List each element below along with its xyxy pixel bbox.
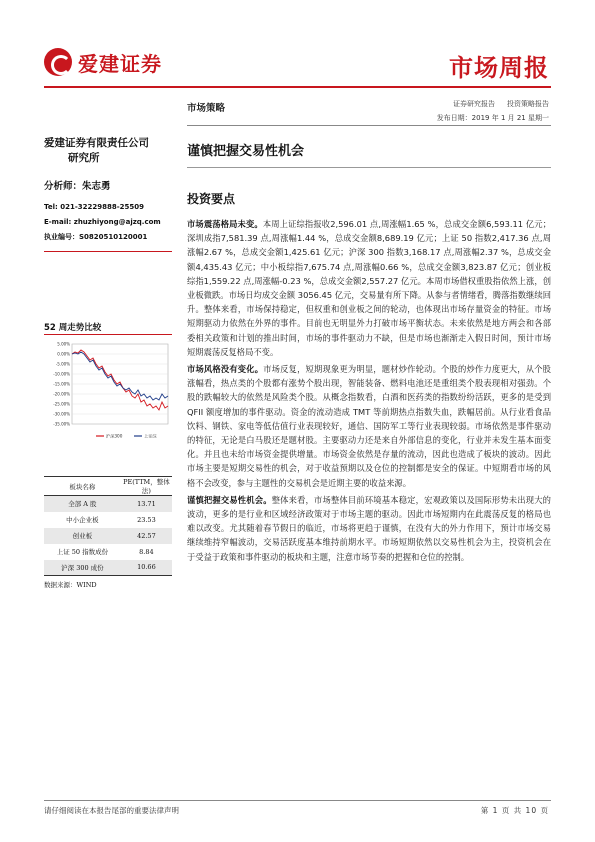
header-divider xyxy=(44,86,551,88)
brand-name: 爱建证券 xyxy=(78,51,162,76)
paragraph-1 xyxy=(187,217,551,359)
brand-logo xyxy=(44,44,194,80)
brand-logo-icon xyxy=(44,48,72,76)
table-source: 数据来源：WIND xyxy=(44,581,97,589)
row-name: 沪深 300 成份 xyxy=(44,560,121,576)
sub-title: 投资要点 xyxy=(187,192,236,206)
table-header-name: 板块名称 xyxy=(44,477,121,496)
legend-label: 上证综 xyxy=(144,433,157,439)
row-pe: 10.66 xyxy=(121,560,172,576)
row-name: 全部 A 股 xyxy=(44,496,121,512)
footer-divider xyxy=(44,800,551,801)
analyst-email: E-mail: zhuzhiyong@ajzq.com xyxy=(44,218,161,226)
pe-table xyxy=(44,476,172,576)
paragraph-2-lead: 市场风格没有变化。 xyxy=(187,364,264,375)
report-meta xyxy=(437,97,549,125)
release-date: 发布日期：2019 年 1 月 21 星期一 xyxy=(436,114,549,122)
sidebar-divider xyxy=(44,251,172,252)
table-row xyxy=(44,496,172,512)
y-tick-label: -20.00% xyxy=(53,391,70,397)
row-name: 中小企业板 xyxy=(66,516,99,524)
y-tick-label: 5.00% xyxy=(57,341,70,347)
pe-table-section xyxy=(44,476,172,589)
paragraph-1-lead: 市场震荡格局未变。 xyxy=(187,219,263,229)
row-pe: 13.71 xyxy=(121,496,172,512)
analyst-license: 执业编号：S0820510120001 xyxy=(44,233,148,241)
department: 研究所 xyxy=(68,152,100,164)
legend-label: 沪深300 xyxy=(106,433,123,439)
paragraph-1-body: 本周上证综指报收2,596.01 点,周涨幅1.65 %，总成交金额6,593.11 亿元；深圳成指7,581.39 点,周涨幅1.44 %，总成交金额8,689.19 亿元；上证 50 指数2,417.36 点,周涨幅2.67 %，总成交金额1,425.61 亿元；沪深 300 指数3,168.17 点,周涨幅2.37 %，总成交金额4,435.43 亿元；中小板综指7,675.74 点,周涨幅0.66 %，总成交金额3,823.87 亿元；创业板综指1,559.22 点,周涨幅-0.23 %，总成交金额2,557.27 亿元。本周市场借权重股指依然上涨，创业板微跌。市场日均成交金额 3056.45 亿元，交易量有所下降。从参与者情绪看，腾落指数继续回升。整体来看，市场保持稳定，但权重和创业板之间的轮动，也体现出市场存量资金的特征。市场短期驱动力依然在外界的事件。目前也无明显外力打破市场平衡状态。未来依然是地方两会和各部委相关政策和计划的推出时间，市场的事件驱动力不缺，但是市场也渐渐走入假日时间，预计市场短期震荡反复格局不变。 xyxy=(187,219,551,357)
report-type-title: 市场周报 xyxy=(449,54,549,82)
series-line-1 xyxy=(72,350,168,410)
headline-divider xyxy=(187,167,551,168)
y-tick-label: -10.00% xyxy=(53,371,70,377)
series-line-2 xyxy=(72,352,168,400)
paragraph-2 xyxy=(187,362,551,490)
page-number: 第 1 页 共 10 页 xyxy=(480,806,549,815)
table-row xyxy=(44,544,172,560)
analyst-name: 分析师：朱志勇 xyxy=(44,181,111,192)
category-a: 证券研究报告 xyxy=(453,100,495,108)
y-tick-label: -15.00% xyxy=(53,381,70,387)
paragraph-3 xyxy=(187,493,551,564)
row-name: 创业板 xyxy=(44,528,121,544)
table-row xyxy=(44,528,172,544)
y-tick-label: -5.00% xyxy=(55,361,70,367)
section-label: 市场策略 xyxy=(187,103,226,114)
main-content xyxy=(187,140,551,567)
trend-chart xyxy=(44,338,172,444)
table-row xyxy=(44,512,172,528)
row-pe: 42.57 xyxy=(121,528,172,544)
row-name: 上证 50 指数成份 xyxy=(56,548,109,556)
row-pe: 23.53 xyxy=(137,515,156,524)
table-row xyxy=(44,560,172,576)
y-tick-label: -30.00% xyxy=(53,411,70,417)
chart-title: 52 周走势比较 xyxy=(44,323,102,333)
row-pe: 8.84 xyxy=(139,547,154,556)
y-tick-label: -25.00% xyxy=(53,401,70,407)
trend-chart-svg xyxy=(44,338,172,444)
sidebar xyxy=(44,136,172,252)
meta-divider xyxy=(187,125,551,126)
company-name: 爱建证券有限责任公司 xyxy=(44,137,149,149)
table-header-pe: PE(TTM，整体法) xyxy=(121,477,172,496)
paragraph-2-body: 市场反复，短期现象更为明显，题材炒作轮动。个股的炒作力度更大，从个股涨幅看，热点类的个股都有涨势个股出现，智能装备、燃料电池还是重组类个股表现相对强劲。个股的跌幅较大的依然是风险类个股。从概念指数看，白酒和医药类的指数纷纷活跃，更多的是受到 QFII 额度增加的事件驱动。资金的流动造成 TMT 等前期热点指数失血，跌幅居前。从行业看食品饮料、钢铁、家电等低估值行业表现较好，通信、国防军工等行业表现较弱。市场依然是事件驱动的特征，无论是白马股还是题材股。主要驱动力还是来自外部信息的变化，行业并未发生基本面变化。并且也未给市场资金提供增量。市场资金依然是存量的流动，因此也造成了板块的波动。因此市场主要是短期交易性的机会，对于收益预期以及仓位的控制都是安全的保证。中短期看市场的风格不会改变，参与主题性的交易机会是近期主要的收益来源。 xyxy=(187,364,551,488)
category-b: 投资策略报告 xyxy=(507,100,549,108)
headline: 谨慎把握交易性机会 xyxy=(187,144,305,159)
table-header-row xyxy=(44,477,172,496)
y-tick-label: -35.00% xyxy=(53,421,70,427)
y-tick-label: 0.00% xyxy=(57,351,70,357)
paragraph-3-body: 整体来看，市场整体目前环境基本稳定，宏观政策以及国际形势未出现大的波动，更多的是行业和区域经济政策对于市场主题的驱动。因此市场短期内在此震荡反复的格局也难以改变。尤其随着春节假日的临近，市场将更趋于谨慎，在没有大的外力作用下，预计市场交易继续维持窄幅波动，交易活跃度基本维持前期水平。市场短期依然以交易性机会为主，投资机会在于受益于政策和事件驱动的板块和主题，注意市场节奏的把握和仓位的控制。 xyxy=(187,494,551,562)
paragraph-3-lead: 谨慎把握交易性机会。 xyxy=(187,494,272,505)
footer-disclaimer: 请仔细阅读在本报告尾部的重要法律声明 xyxy=(44,806,179,815)
chart-divider xyxy=(44,334,172,335)
analyst-tel: Tel: 021-32229888-25509 xyxy=(44,203,144,211)
